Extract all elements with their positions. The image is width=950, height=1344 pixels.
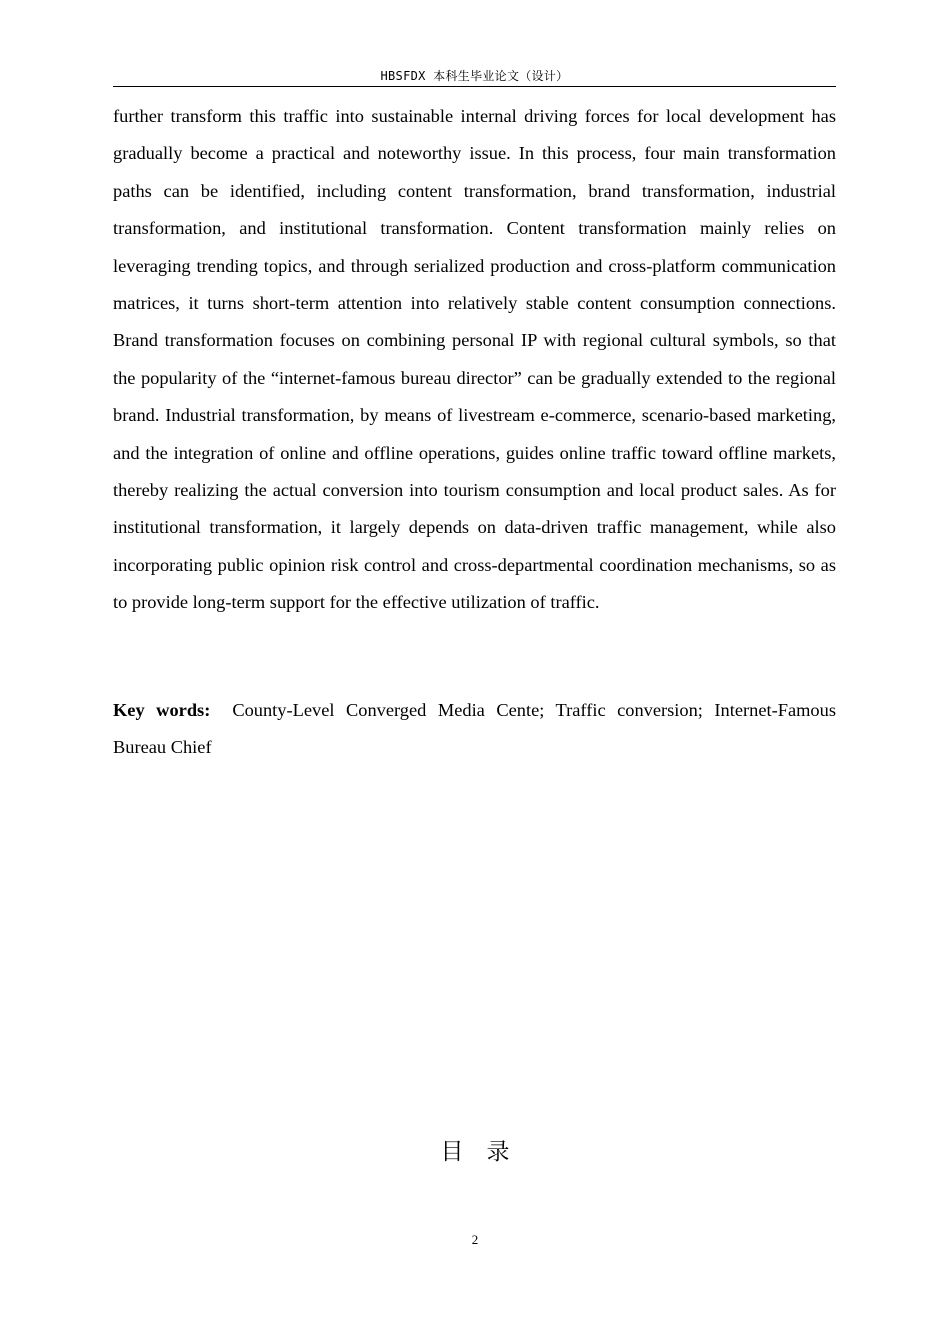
page-number: 2	[471, 1232, 479, 1247]
keywords-line	[113, 692, 836, 767]
header-text: HBSFDX 本科生毕业论文（设计）	[380, 69, 569, 83]
toc-title: 目 录	[440, 1139, 510, 1165]
abstract-paragraph: further transform this traffic into sustainable internal driving forces for local development has gradually become a practical and noteworthy issue. In this process, four main transformation paths can be identified, including content transformation, brand transformation, industrial transformation, and institutional transformation. Content transformation mainly relies on leveraging trending topics, and through serialized production and cross-platform communication matrices, it turns short-term attention into relatively stable content consumption connections. Brand transformation focuses on combining personal IP with regional cultural symbols, so that the popularity of the “internet-famous bureau director” can be gradually extended to the regional brand. Industrial transformation, by means of livestream e-commerce, scenario-based marketing, and the integration of online and offline operations, guides online traffic toward offline markets, thereby realizing the actual conversion into tourism consumption and local product sales. As for institutional transformation, it largely depends on data-driven traffic management, while also incorporating public opinion risk control and cross-departmental coordination mechanisms, so as to provide long-term support for the effective utilization of traffic.	[113, 106, 836, 613]
page-header	[113, 66, 836, 87]
keywords-value: County-Level Converged Media Cente; Traffic conversion; Internet-Famous Bureau Chief	[113, 700, 836, 758]
keywords-label: Key words:	[113, 700, 211, 720]
